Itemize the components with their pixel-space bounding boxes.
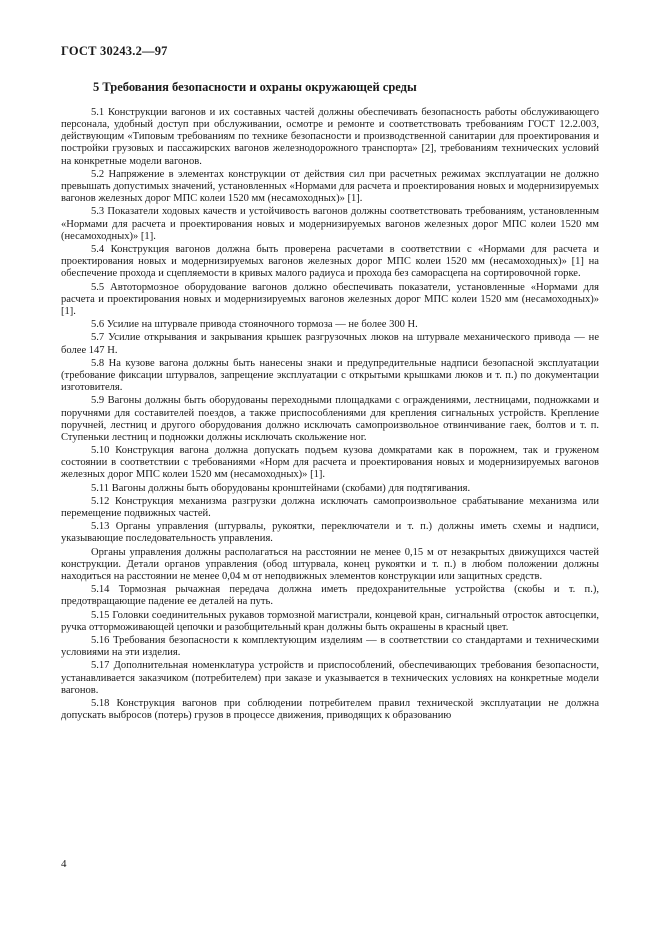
paragraph-5-16: 5.16 Требования безопасности к комплектующим изделиям — в соответствии со стандартами и техническими условиями на эти изделия. xyxy=(61,635,599,659)
paragraph-5-14: 5.14 Тормозная рычажная передача должна иметь предохранительные устройства (скобы и т. п.), предотвращающие падение ее деталей на путь. xyxy=(61,584,599,608)
paragraph-5-5: 5.5 Автотормозное оборудование вагонов должно обеспечивать показатели, установленные «Нормами для расчета и проектирования новых и модернизируемых вагонов железных дорог МПС колеи 1520 мм (несамоходных)» [1]. xyxy=(61,281,599,317)
paragraph-5-12: 5.12 Конструкция механизма разгрузки должна исключать самопроизвольное срабатывание механизма или перемещение подвижных частей. xyxy=(61,495,599,520)
paragraph-5-4: 5.4 Конструкция вагонов должна быть проверена расчетами в соответствии с «Нормами для расчета и проектирования новых и модернизируемых вагонов железных дорог МПС колеи 1520 мм (несамоходных)» [1] на обеспечение прохода и сцепляемости в кривых малого радиуса и прохода без саморасцепа на сортировочной горке. xyxy=(61,244,599,280)
paragraph-5-9: 5.9 Вагоны должны быть оборудованы переходными площадками с ограждениями, лестницами, подножками и поручнями для составителей поездов, а также приспособлениями для крепления сигнальных устройств. Крепление поручней, лестниц и другого оборудования должно исключать самопроизвольное отвинчивание гаек, болтов и т. п. Ступеньки лестниц и подножки должны исключать скольжение ног. xyxy=(61,395,599,443)
standard-header: ГОСТ 30243.2—97 xyxy=(61,44,168,58)
page-number: 4 xyxy=(61,858,67,870)
paragraph-5-15: 5.15 Головки соединительных рукавов тормозной магистрали, концевой кран, сигнальный отросток автосцепки, ручка отторможивающей цепочки и разобщительный кран должны быть окрашены в красный цвет. xyxy=(61,609,599,633)
section-title: 5 Требования безопасности и охраны окружающей среды xyxy=(93,80,417,94)
paragraph-5-1: 5.1 Конструкции вагонов и их составных частей должны обеспечивать безопасность работы обслуживающего персонала, удобный доступ при обслуживании, осмотре и ремонте и соответствовать требованиям ГОСТ 12.2.003, действующим «Типовым требованиям по технике безопасности и производственной санитарии для проектирования и постройки грузовых и пассажирских вагонов железнодорожного транспорта» [2], требованиям технических условий на конкретные модели вагонов. xyxy=(61,107,599,167)
paragraph-5-2: 5.2 Напряжение в элементах конструкции от действия сил при расчетных режимах эксплуатации не должно превышать допустимых значений, установленных «Нормами для расчета и проектирования новых и модернизируемых вагонов железных дорог МПС колеи 1520 мм (несамоходных)» [1]. xyxy=(61,168,599,205)
paragraph-5-13-continued: Органы управления должны располагаться на расстоянии не менее 0,15 м от незакрытых движущихся частей конструкции. Детали органов управления (обод штурвала, конец рукоятки и т. п.) в любом положении должны находиться на расстоянии не менее 0,04 м от неподвижных элементов конструкции или защитных средств. xyxy=(61,546,599,582)
paragraph-5-11: 5.11 Вагоны должны быть оборудованы кронштейнами (скобами) для подтягивания. xyxy=(91,482,471,494)
paragraph-5-10: 5.10 Конструкция вагона должна допускать подъем кузова домкратами как в порожнем, так и груженом состоянии в соответствии с требованиями «Норм для расчета и проектирования новых и модернизируемых вагонов железных дорог МПС колеи 1520 мм (несамоходных)» [1]. xyxy=(61,445,599,481)
paragraph-5-8: 5.8 На кузове вагона должны быть нанесены знаки и предупредительные надписи безопасной эксплуатации (требование фиксации штурвалов, запрещение эксплуатации с открытыми крышками люков и т. п.) по документации изготовителя. xyxy=(61,357,599,394)
paragraph-5-17: 5.17 Дополнительная номенклатура устройств и приспособлений, обеспечивающих требования безопасности, устанавливается заказчиком (потребителем) при заказе и указывается в технических условиях на конкретные модели вагонов. xyxy=(61,660,599,696)
paragraph-5-13: 5.13 Органы управления (штурвалы, рукоятки, переключатели и т. п.) должны иметь схемы и надписи, указывающие последовательность управления. xyxy=(61,521,599,545)
paragraph-5-6: 5.6 Усилие на штурвале привода стояночного тормоза — не более 300 Н. xyxy=(91,319,418,331)
paragraph-5-18: 5.18 Конструкция вагонов при соблюдении потребителем правил технической эксплуатации не должна допускать выбросов (потерь) грузов в процессе движения, приводящих к образованию xyxy=(61,698,599,722)
paragraph-5-3: 5.3 Показатели ходовых качеств и устойчивость вагонов должны соответствовать требованиям, установленным «Нормами для расчета и проектирования новых и модернизируемых вагонов железных дорог МПС колеи 1520 мм (несамоходных)» [1]. xyxy=(61,206,599,242)
paragraph-5-7: 5.7 Усилие открывания и закрывания крышек разгрузочных люков на штурвале механического привода — не более 147 Н. xyxy=(61,332,599,356)
body-text xyxy=(61,107,599,723)
